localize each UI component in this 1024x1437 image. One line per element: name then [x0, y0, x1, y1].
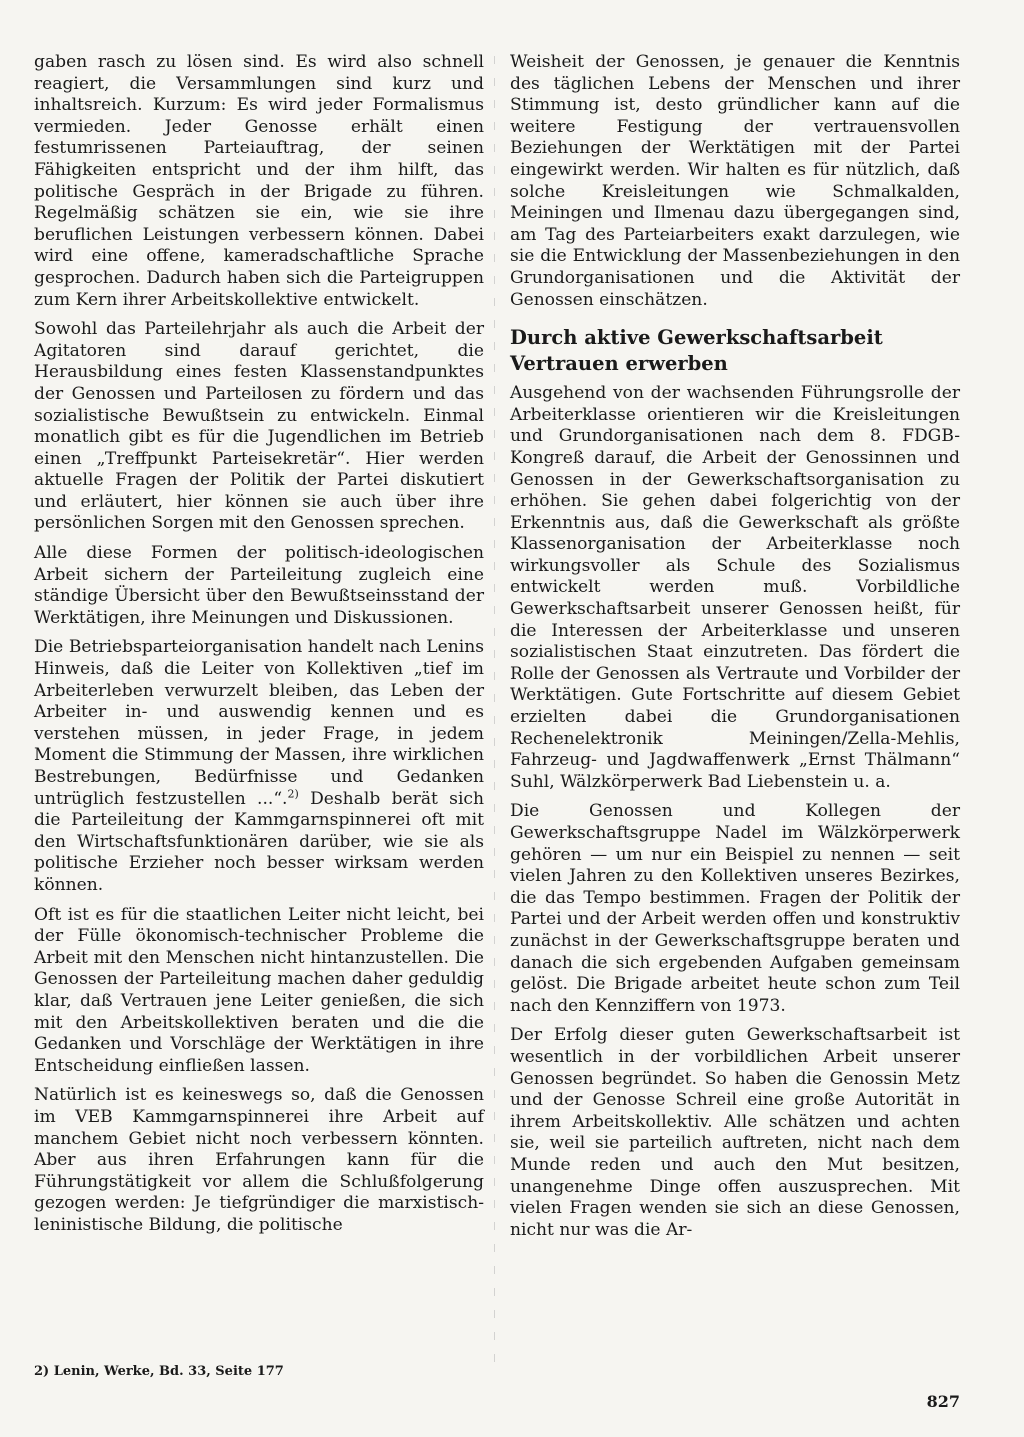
paragraph: Sowohl das Parteilehrjahr als auch die Arbeit der Agitatoren sind darauf gerichtet, die Herausbildung eines festen Klassenstandpunktes der Genossen und Parteilosen zu fördern und das sozialistische Bewußtsein zu entwickeln. Einmal monatlich gibt es für die Jugendlichen im Betrieb einen „Treffpunkt Parteisekretär“. Hier werden aktuelle Fragen der Politik der Partei diskutiert und erläutert, hier können sie auch über ihre persönlichen Sorgen mit den Genossen sprechen. — [34, 319, 484, 534]
footnote-reference: 2) — [287, 786, 299, 800]
section-heading — [510, 325, 960, 377]
paragraph-text: Die Betriebsparteiorganisation handelt nach Lenins Hinweis, daß die Leiter von Kollektiven „tief im Arbeiterleben verwurzelt bleiben, das Leben der Arbeiter in- und auswendig kennen und es verstehen müssen, in jeder Frage, in jedem Moment die Stimmung der Massen, ihre wirklichen Bestrebungen, Bedürfnisse und Gedanken untrüglich festzustellen ...“. — [34, 637, 484, 809]
paragraph: Natürlich ist es keineswegs so, daß die Genossen im VEB Kammgarnspinnerei ihre Arbeit auf manchem Gebiet nicht noch verbessern könnten. Aber aus ihren Erfahrungen kann für die Führungstätigkeit vor allem die Schlußfolgerung gezogen werden: Je tiefgründiger die marxistisch-leninistische Bildung, die politische — [34, 1085, 484, 1235]
paragraph: Die Genossen und Kollegen der Gewerkschaftsgruppe Nadel im Wälzkörperwerk gehören — um nur ein Beispiel zu nennen — seit vielen Jahren zu den Kollektiven unseres Bezirkes, die das Tempo bestimmen. Fragen der Politik der Partei und der Arbeit werden offen und konstruktiv zunächst in der Gewerkschaftsgruppe beraten und danach die sich ergebenden Aufgaben gemeinsam gelöst. Die Brigade arbeitet heute schon zum Teil nach den Kennziffern von 1973. — [510, 801, 960, 1016]
paragraph — [34, 637, 484, 896]
paragraph: Ausgehend von der wachsenden Führungsrolle der Arbeiterklasse orientieren wir die Kreisleitungen und Grundorganisationen nach dem 8. FDGB-Kongreß darauf, die Arbeit der Genossinnen und Genossen in der Gewerkschaftsorganisation zu erhöhen. Sie gehen dabei folgerichtig von der Erkenntnis aus, daß die Gewerkschaft als größte Klassenorganisation der Arbeiterklasse noch wirkungsvoller als Schule des Sozialismus entwickelt werden muß. Vorbildliche Gewerkschaftsarbeit unserer Genossen heißt, für die Interessen der Arbeiterklasse und unseren sozialistischen Staat einzutreten. Das fördert die Rolle der Genossen als Vertraute und Vorbilder der Werktätigen. Gute Fortschritte auf diesem Gebiet erzielten dabei die Grundorganisationen Rechenelektronik Meiningen/Zella-Mehlis, Fahrzeug- und Jagdwaffenwerk „Ernst Thälmann“ Suhl, Wälzkörperwerk Bad Liebenstein u. a. — [510, 383, 960, 792]
right-column — [510, 52, 960, 1241]
paragraph: Oft ist es für die staatlichen Leiter nicht leicht, bei der Fülle ökonomisch-technischer Probleme die Arbeit mit den Menschen nicht hintanzustellen. Die Genossen der Parteileitung machen daher geduldig klar, daß Vertrauen jene Leiter genießen, die sich mit den Arbeitskollektiven beraten und die die Gedanken und Vorschläge der Werktätigen in ihre Entscheidung einfließen lassen. — [34, 904, 484, 1076]
paragraph: Weisheit der Genossen, je genauer die Kenntnis des täglichen Lebens der Menschen und ihrer Stimmung ist, desto gründlicher kann auf die weitere Festigung der vertrauensvollen Beziehungen der Werktätigen mit der Partei eingewirkt werden. Wir halten es für nützlich, daß solche Kreisleitungen wie Schmalkalden, Meiningen und Ilmenau dazu übergegangen sind, am Tag des Parteiarbeiters exakt darzulegen, wie sie die Entwicklung der Massenbeziehungen in den Grundorganisationen und die Aktivität der Genossen einschätzen. — [510, 52, 960, 310]
paragraph: gaben rasch zu lösen sind. Es wird also schnell reagiert, die Versammlungen sind kurz und inhaltsreich. Kurzum: Es wird jeder Formalismus vermieden. Jeder Genosse erhält einen festumrissenen Parteiauftrag, der seinen Fähigkeiten entspricht und der ihm hilft, das politische Gespräch in der Brigade zu führen. Regelmäßig schätzen sie ein, wie sie ihre beruflichen Leistungen verbessern können. Dabei wird eine offene, kameradschaftliche Sprache gesprochen. Dadurch haben sich die Parteigruppen zum Kern ihrer Arbeitskollektive entwickelt. — [34, 52, 484, 310]
heading-line: Vertrauen erwerben — [510, 352, 728, 376]
heading-line: Durch aktive Gewerkschaftsarbeit — [510, 326, 883, 350]
spacer — [34, 897, 484, 905]
paragraph: Der Erfolg dieser guten Gewerkschaftsarbeit ist wesentlich in der vorbildlichen Arbeit unserer Genossen begründet. So haben die Genossin Metz und der Genosse Schreil eine große Autorität in ihrem Arbeitskollektiv. Alle schätzen und achten sie, weil sie parteilich auftreten, nicht nach dem Munde reden und auch den Mut besitzen, unangenehme Dinge offen auszusprechen. Mit vielen Fragen wenden sie sich an diese Genossen, nicht nur was die Ar- — [510, 1025, 960, 1240]
paragraph: Alle diese Formen der politisch-ideologischen Arbeit sichern der Parteileitung zugleich eine ständige Übersicht über den Bewußtseinsstand der Werktätigen, ihre Meinungen und Diskussionen. — [34, 543, 484, 628]
left-column — [34, 52, 484, 1236]
footnote: 2) Lenin, Werke, Bd. 33, Seite 177 — [34, 1364, 284, 1379]
paragraph-text: Deshalb berät sich die Parteileitung der Kammgarnspinnerei oft mit den Wirtschaftsfunktionären darüber, wie sie als politische Erzieher noch besser wirksam werden können. — [34, 788, 484, 895]
column-divider — [494, 56, 495, 1376]
page-number: 827 — [926, 1392, 960, 1411]
